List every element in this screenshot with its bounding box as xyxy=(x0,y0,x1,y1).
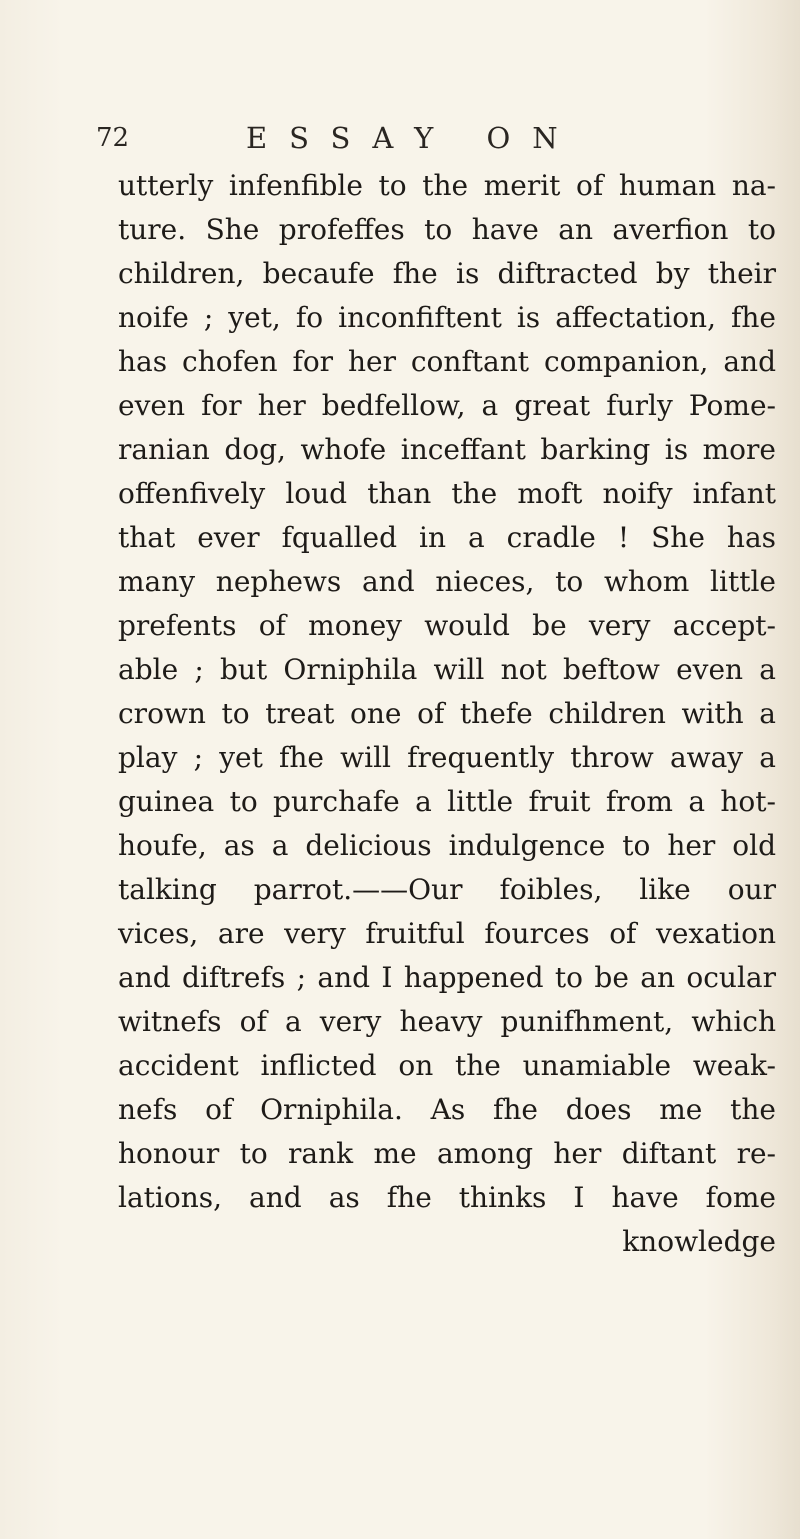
text-line: vices, are very fruitful fources of vexation xyxy=(118,917,776,950)
page-header xyxy=(0,118,800,158)
text-line: crown to treat one of thefe children with a xyxy=(118,697,776,730)
text-line: play ; yet fhe will frequently throw away a xyxy=(118,741,776,774)
text-line: guinea to purchafe a little fruit from a hot- xyxy=(118,785,776,818)
text-line: utterly infenfible to the merit of human na- xyxy=(118,169,776,202)
text-line: noife ; yet, fo inconfiftent is affectation, fhe xyxy=(118,301,776,334)
text-line: has chofen for her conftant companion, and xyxy=(118,345,776,378)
text-line: even for her bedfellow, a great furly Pome- xyxy=(118,389,776,422)
text-line: able ; but Orniphila will not beftow even a xyxy=(118,653,776,686)
text-line: many nephews and nieces, to whom little xyxy=(118,565,776,598)
text-line: that ever fqualled in a cradle ! She has xyxy=(118,521,776,554)
running-head: ESSAY ON xyxy=(246,121,580,155)
page-number: 72 xyxy=(96,123,130,153)
text-line: prefents of money would be very accept- xyxy=(118,609,776,642)
body-text xyxy=(118,164,776,1264)
text-line: ture. She profeffes to have an averfion to xyxy=(118,213,776,246)
text-line: talking parrot.——Our foibles, like our xyxy=(118,873,776,906)
text-line: nefs of Orniphila. As fhe does me the xyxy=(118,1093,776,1126)
text-line: and diftrefs ; and I happened to be an ocular xyxy=(118,961,776,994)
text-line: ranian dog, whofe inceffant barking is more xyxy=(118,433,776,466)
text-line: offenfively loud than the moft noify infant xyxy=(118,477,776,510)
text-line: accident inflicted on the unamiable weak- xyxy=(118,1049,776,1082)
text-line: children, becaufe fhe is diftracted by their xyxy=(118,257,776,290)
catchword: knowledge xyxy=(622,1225,776,1258)
text-line: honour to rank me among her diftant re- xyxy=(118,1137,776,1170)
text-line: witnefs of a very heavy punifhment, which xyxy=(118,1005,776,1038)
text-line: lations, and as fhe thinks I have fome xyxy=(118,1181,776,1214)
text-line: houfe, as a delicious indulgence to her old xyxy=(118,829,776,862)
